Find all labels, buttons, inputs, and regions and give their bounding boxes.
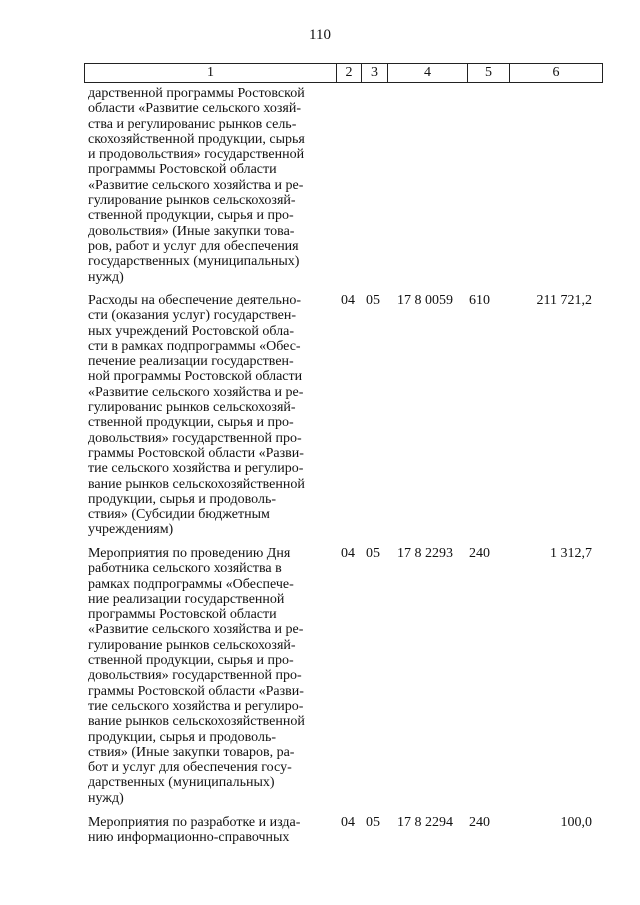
row-subsection: 05: [366, 815, 380, 830]
page-number: 110: [309, 27, 331, 43]
header-col-5: 5: [468, 64, 510, 83]
row-expense-type: 240: [469, 546, 490, 561]
row-section: 04: [341, 546, 355, 561]
row-target-article: 17 8 0059: [397, 293, 453, 308]
row-expense-type: 240: [469, 815, 490, 830]
row-description: дарственной программы Ростовской области «Развитие сельского хозяй- ства и регулированис рынков сель- скохозяйственной продукции, сырья и продовольствия» государственной программы Ростовской области «Развитие сельского хозяйства и ре- гулирование рынков сельскохозяй- ственной продукции, сырья и про- довольствия» (Иные закупки това- ров, работ и услуг для обеспечения государственных (муниципальных) нужд): [88, 86, 305, 285]
row-description: Расходы на обеспечение деятельно- сти (оказания услуг) государствен- ных учреждений Ростовской обла- сти в рамках подпрограммы «Обес- печение реализации государствен- ной программы Ростовской области «Развитие сельского хозяйства и ре- гулированис рынков сельскохозяй- ственной продукции, сырья и про- довольствия» государственной про- граммы Ростовской области «Разви- тие сельского хозяйства и регулиро- вание рынков сельскохозяйственной продукции, сырья и продоволь- ствия» (Субсидии бюджетным учреждениям): [88, 293, 305, 538]
header-col-2: 2: [337, 64, 362, 83]
row-section: 04: [341, 293, 355, 308]
row-description: Мероприятия по разработке и изда- нию информационно-справочных: [88, 815, 301, 846]
header-col-4: 4: [388, 64, 468, 83]
row-amount: 1 312,7: [550, 546, 592, 561]
row-target-article: 17 8 2293: [397, 546, 453, 561]
row-description: Мероприятия по проведению Дня работника сельского хозяйства в рамках подпрограммы «Обеспече- ние реализации государственной программы Ростовской области «Развитие сельского хозяйства и ре- гулирование рынков сельскохозяй- ственной продукции, сырья и про- довольствия» государственной про- граммы Ростовской области «Разви- тие сельского хозяйства и регулиро- вание рынков сельскохозяйственной продукции, сырья и продоволь- ствия» (Иные закупки товаров, ра- бот и услуг для обеспечения госу- дарственных (муниципальных) нужд): [88, 546, 305, 806]
header-col-3: 3: [362, 64, 388, 83]
row-target-article: 17 8 2294: [397, 815, 453, 830]
header-col-6: 6: [510, 64, 603, 83]
row-amount: 100,0: [560, 815, 592, 830]
row-expense-type: 610: [469, 293, 490, 308]
row-subsection: 05: [366, 293, 380, 308]
row-subsection: 05: [366, 546, 380, 561]
table-header: [84, 63, 603, 83]
row-section: 04: [341, 815, 355, 830]
row-amount: 211 721,2: [536, 293, 592, 308]
header-col-1: 1: [85, 64, 337, 83]
